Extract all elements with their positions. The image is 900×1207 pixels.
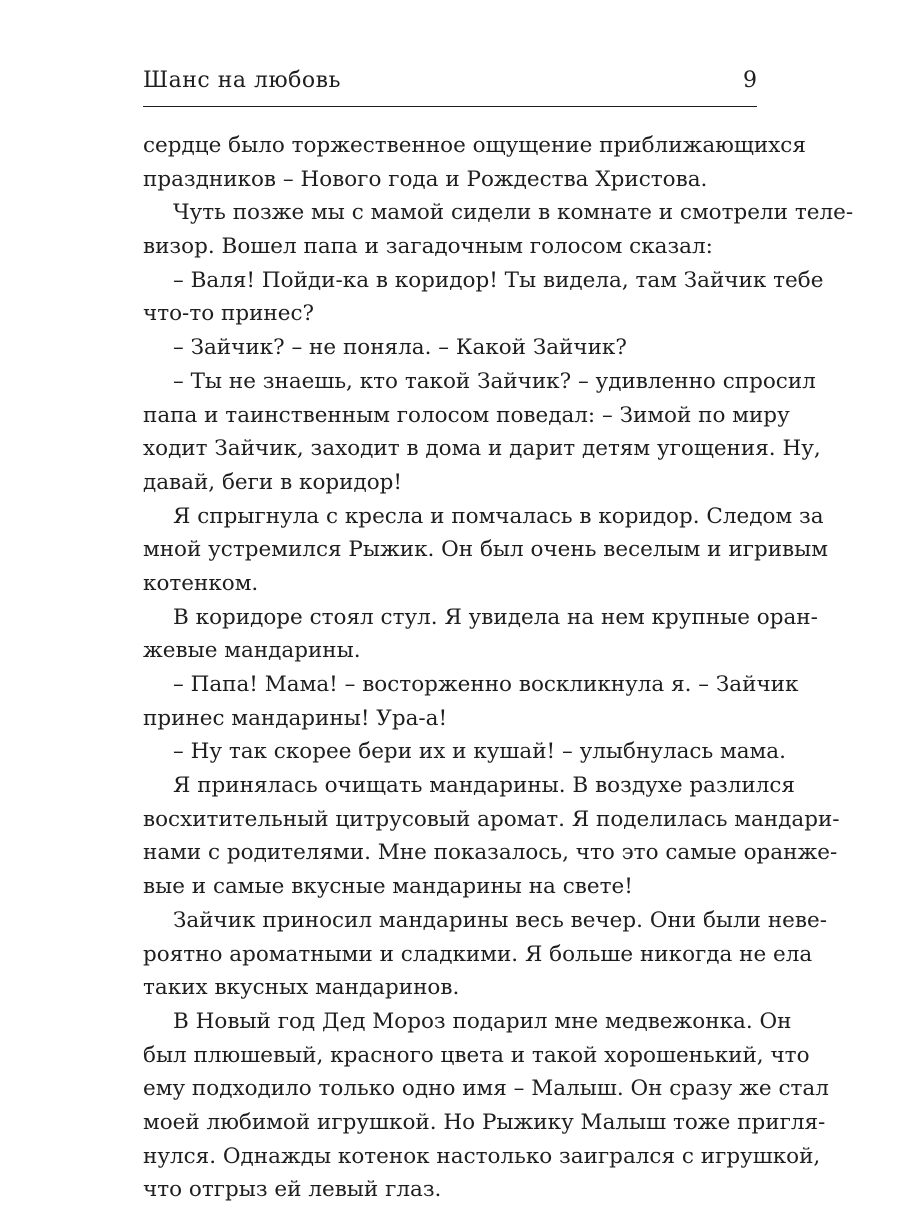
text-line: жевые мандарины.: [143, 638, 361, 664]
text-line: В Новый год Дед Мороз подарил мне медвежонка. Он: [173, 1008, 792, 1034]
page-number: 9: [743, 68, 757, 93]
text-line: Чуть позже мы с мамой сидели в комнате и смотрели теле-: [173, 200, 854, 226]
text-line: – Папа! Мама! – восторженно воскликнула я. – Зайчик: [173, 672, 799, 697]
text-line: мной устремился Рыжик. Он был очень веселым и игривым: [143, 537, 828, 563]
text-line: В коридоре стоял стул. Я увидела на нем крупные оран-: [173, 604, 818, 630]
text-line: сердце было торжественное ощущение приближающихся: [143, 133, 806, 158]
text-line: ему подходило только одно имя – Малыш. Он сразу же стал: [143, 1076, 829, 1102]
text-line: таких вкусных мандаринов.: [143, 975, 460, 1001]
text-line: давай, беги в коридор!: [143, 469, 403, 495]
text-line: котенком.: [143, 570, 259, 596]
running-title: Шанс на любовь: [143, 68, 341, 93]
text-line: нулся. Однажды котенок настолько заигрался с игрушкой,: [143, 1143, 821, 1169]
text-line: был плюшевый, красного цвета и такой хорошенький, что: [143, 1042, 810, 1068]
text-line: восхитительный цитрусовый аромат. Я поделилась мандари-: [143, 806, 840, 832]
text-line: вые и самые вкусные мандарины на свете!: [143, 874, 633, 900]
header-rule: [143, 106, 757, 107]
text-line: что-то принес?: [143, 301, 315, 327]
text-line: праздников – Нового года и Рождества Христова.: [143, 166, 708, 192]
text-line: моей любимой игрушкой. Но Рыжику Малыш тоже пригля-: [143, 1109, 826, 1135]
text-line: что отгрыз ей левый глаз.: [143, 1177, 442, 1203]
text-line: Я принялась очищать мандарины. В воздухе разлился: [173, 773, 795, 799]
text-line: Зайчик приносил мандарины весь вечер. Они были неве-: [173, 907, 827, 933]
text-line: папа и таинственным голосом поведал: – Зимой по миру: [143, 402, 790, 428]
text-line: – Ты не знаешь, кто такой Зайчик? – удивленно спросил: [173, 368, 816, 394]
text-line: ходит Зайчик, заходит в дома и дарит детям угощения. Ну,: [143, 436, 821, 462]
text-line: нами с родителями. Мне показалось, что это самые оранже-: [143, 840, 838, 866]
text-line: – Валя! Пойди-ка в коридор! Ты видела, там Зайчик тебе: [173, 267, 824, 293]
body-text: [143, 129, 854, 1207]
text-line: – Зайчик? – не поняла. – Какой Зайчик?: [173, 335, 627, 361]
running-header: [143, 66, 757, 98]
text-line: принес мандарины! Ура-а!: [143, 705, 448, 731]
text-line: Я спрыгнула с кресла и помчалась в коридор. Следом за: [173, 503, 824, 529]
text-line: роятно ароматными и сладкими. Я больше никогда не ела: [143, 941, 813, 967]
text-line: – Ну так скорее бери их и кушай! – улыбнулась мама.: [173, 739, 786, 765]
text-line: визор. Вошел папа и загадочным голосом сказал:: [143, 234, 713, 260]
